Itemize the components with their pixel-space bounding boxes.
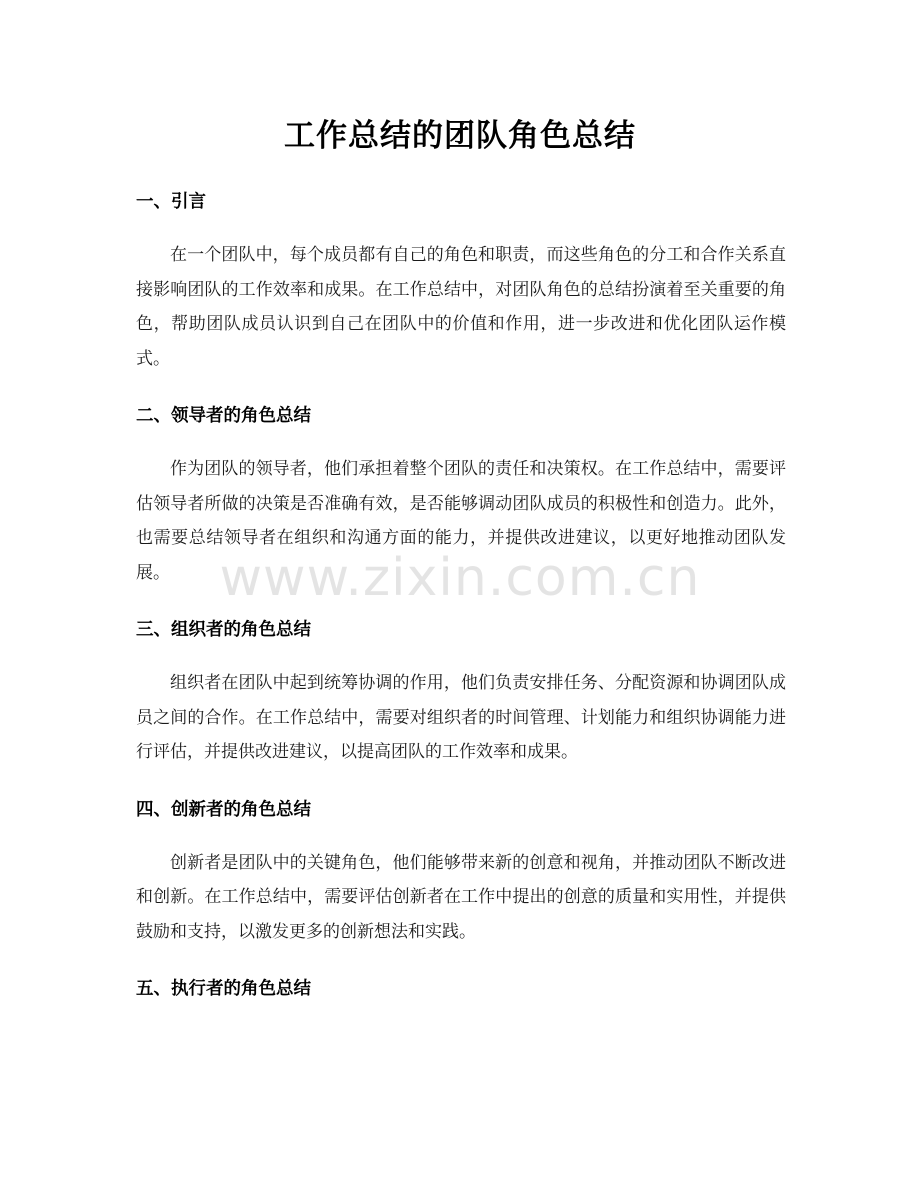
section-paragraph: 在一个团队中，每个成员都有自己的角色和职责，而这些角色的分工和合作关系直接影响团队的工作效率和成果。在工作总结中，对团队角色的总结扮演着至关重要的角色，帮助团队成员认识到自己在团队中的价值和作用，进一步改进和优化团队运作模式。 [136, 245, 786, 369]
section-heading: 三、组织者的角色总结 [136, 620, 311, 640]
document-content [136, 188, 786, 1003]
section-paragraph: 组织者在团队中起到统筹协调的作用，他们负责安排任务、分配资源和协调团队成员之间的合作。在工作总结中，需要对组织者的时间管理、计划能力和组织协调能力进行评估，并提供改进建议，以提高团队的工作效率和成果。 [136, 673, 786, 762]
section-heading: 五、执行者的角色总结 [136, 979, 311, 999]
section-heading: 二、领导者的角色总结 [136, 406, 311, 426]
document-title: 工作总结的团队角色总结 [284, 118, 636, 154]
section-paragraph: 创新者是团队中的关键角色，他们能够带来新的创意和视角，并推动团队不断改进和创新。在工作总结中，需要评估创新者在工作中提出的创意的质量和实用性，并提供鼓励和支持，以激发更多的创新想法和实践。 [136, 852, 786, 942]
section-paragraph: 作为团队的领导者，他们承担着整个团队的责任和决策权。在工作总结中，需要评估领导者所做的决策是否准确有效，是否能够调动团队成员的积极性和创造力。此外，也需要总结领导者在组织和沟通方面的能力，并提供改进建议，以更好地推动团队发展。 [136, 459, 786, 583]
watermark-text: www.zixin.com.cn [219, 548, 701, 608]
section-innovator [136, 796, 786, 950]
section-introduction [136, 188, 786, 376]
section-heading: 一、引言 [136, 192, 206, 212]
section-heading: 四、创新者的角色总结 [136, 799, 311, 820]
section-executor [136, 975, 786, 1003]
section-leader [136, 402, 786, 590]
section-organizer [136, 616, 786, 770]
